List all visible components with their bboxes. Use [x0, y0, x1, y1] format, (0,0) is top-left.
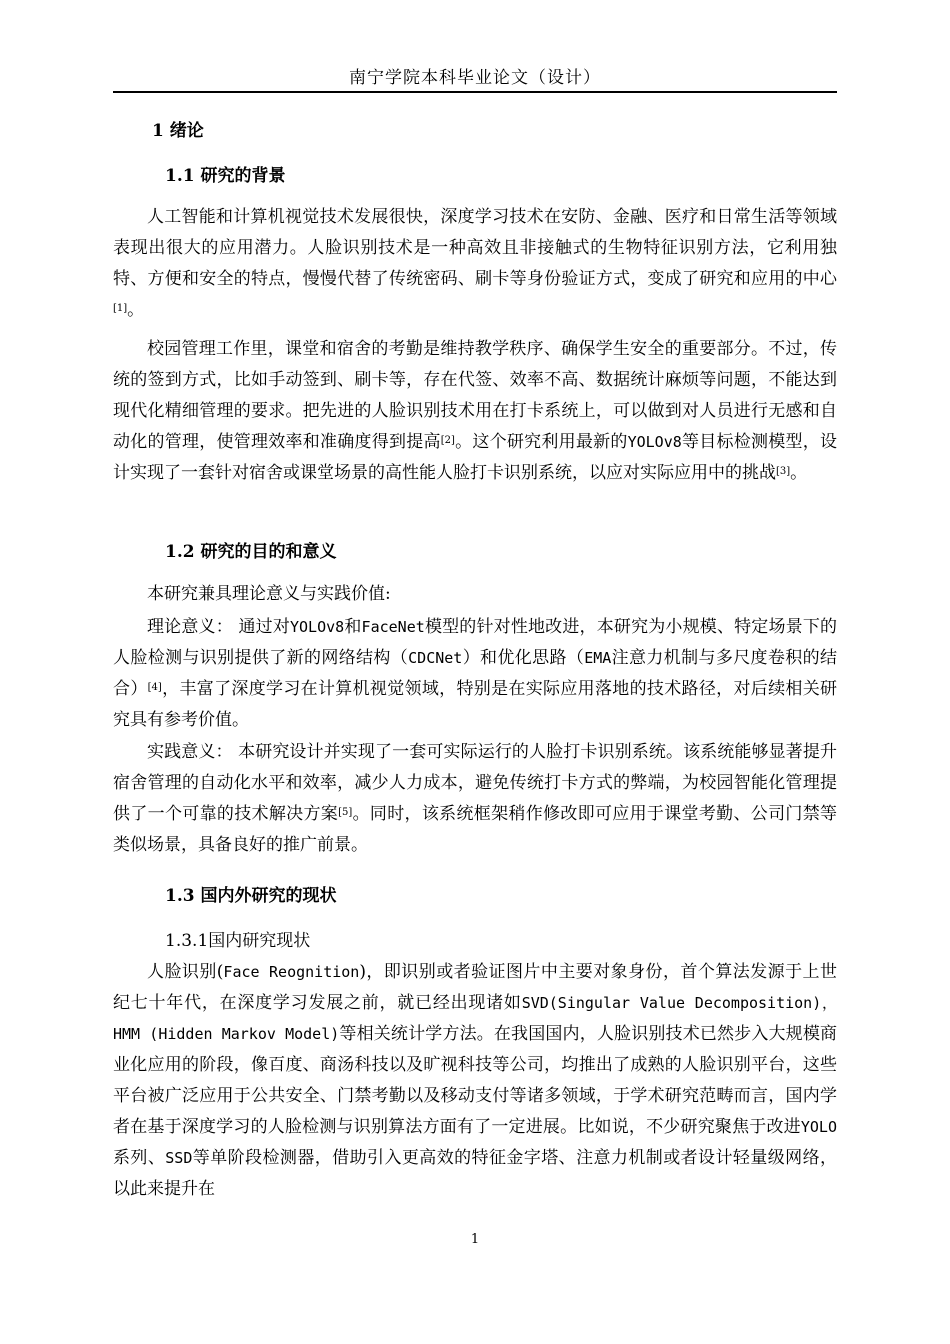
chapter-heading: 1 绪论 — [152, 121, 204, 141]
running-header: 南宁学院本科毕业论文（设计） — [349, 68, 601, 88]
citation-5: [5] — [338, 807, 353, 818]
section-heading-1-3: 1.3 国内外研究的现状 — [165, 886, 337, 906]
citation-1: [1] — [113, 303, 128, 314]
page-number: 1 — [470, 1232, 480, 1247]
paragraph-background-1: 人工智能和计算机视觉技术发展很快，深度学习技术在安防、金融、医疗和日常生活等领域表现出很大的应用潜力。人脸识别技术是一种高效且非接触式的生物特征识别方法，它利用独特、方便和安全的特点，慢慢代替了传统密码、刷卡等身份验证方式，变成了研究和应用的中心[1]。 — [113, 207, 837, 320]
paragraph-practice-significance: 实践意义： 本研究设计并实现了一套可实际运行的人脸打卡识别系统。该系统能够显著提升宿舍管理的自动化水平和效率，减少人力成本，避免传统打卡方式的弊端，为校园智能化管理提供了一个可靠的技术解决方案[5]。同时，该系统框架稍作修改即可应用于课堂考勤、公司门禁等类似场景，具备良好的推广前景。 — [113, 742, 838, 855]
paragraph-background-2: 校园管理工作里，课堂和宿舍的考勤是维持教学秩序、确保学生安全的重要部分。不过，传统的签到方式，比如手动签到、刷卡等，存在代签、效率不高、数据统计麻烦等问题，不能达到现代化精细管理的要求。把先进的人脸识别技术用在打卡系统上，可以做到对人员进行无感和自动化的管理，使管理效率和准确度得到提高[2]。这个研究利用最新的YOLOv8等目标检测模型，设计实现了一套针对宿舍或课堂场景的高性能人脸打卡识别系统，以应对实际应用中的挑战[3]。 — [113, 339, 838, 483]
citation-3: [3] — [776, 466, 791, 477]
citation-4: [4] — [147, 682, 162, 693]
paragraph-theory-significance: 理论意义： 通过对YOLOv8和FaceNet模型的针对性地改进，本研究为小规模、特定场景下的人脸检测与识别提供了新的网络结构（CDCNet）和优化思路（EMA注意力机制与多尺度卷积的结合）[4]，丰富了深度学习在计算机视觉领域，特别是在实际应用落地的技术路径，对后续相关研究具有参考价值。 — [113, 617, 838, 730]
citation-2: [2] — [440, 435, 455, 446]
paragraph-domestic-status: 人脸识别(Face Reognition)，即识别或者验证图片中主要对象身份，首个算法发源于上世纪七十年代，在深度学习发展之前，就已经出现诸如SVD(Singular Value Decomposition)，HMM (Hidden Markov Model)等相关统计学方法。在我国国内，人脸识别技术已然步入大规模商业化应用的阶段，像百度、商汤科技以及旷视科技等公司，均推出了成熟的人脸识别平台，这些平台被广泛应用于公共安全、门禁考勤以及移动支付等诸多领域，于学术研究范畴而言，国内学者在基于深度学习的人脸检测与识别算法方面有了一定进展。比如说，不少研究聚焦于改进YOLO系列、SSD等单阶段检测器，借助引入更高效的特征金字塔、注意力机制或者设计轻量级网络，以此来提升在 — [113, 962, 838, 1199]
section-heading-1-1: 1.1 研究的背景 — [165, 166, 286, 186]
subsection-heading-1-3-1: 1.3.1国内研究现状 — [165, 931, 311, 951]
header-rule — [113, 91, 837, 93]
section-heading-1-2: 1.2 研究的目的和意义 — [165, 542, 337, 562]
paragraph-purpose-intro: 本研究兼具理论意义与实践价值: — [147, 584, 391, 604]
